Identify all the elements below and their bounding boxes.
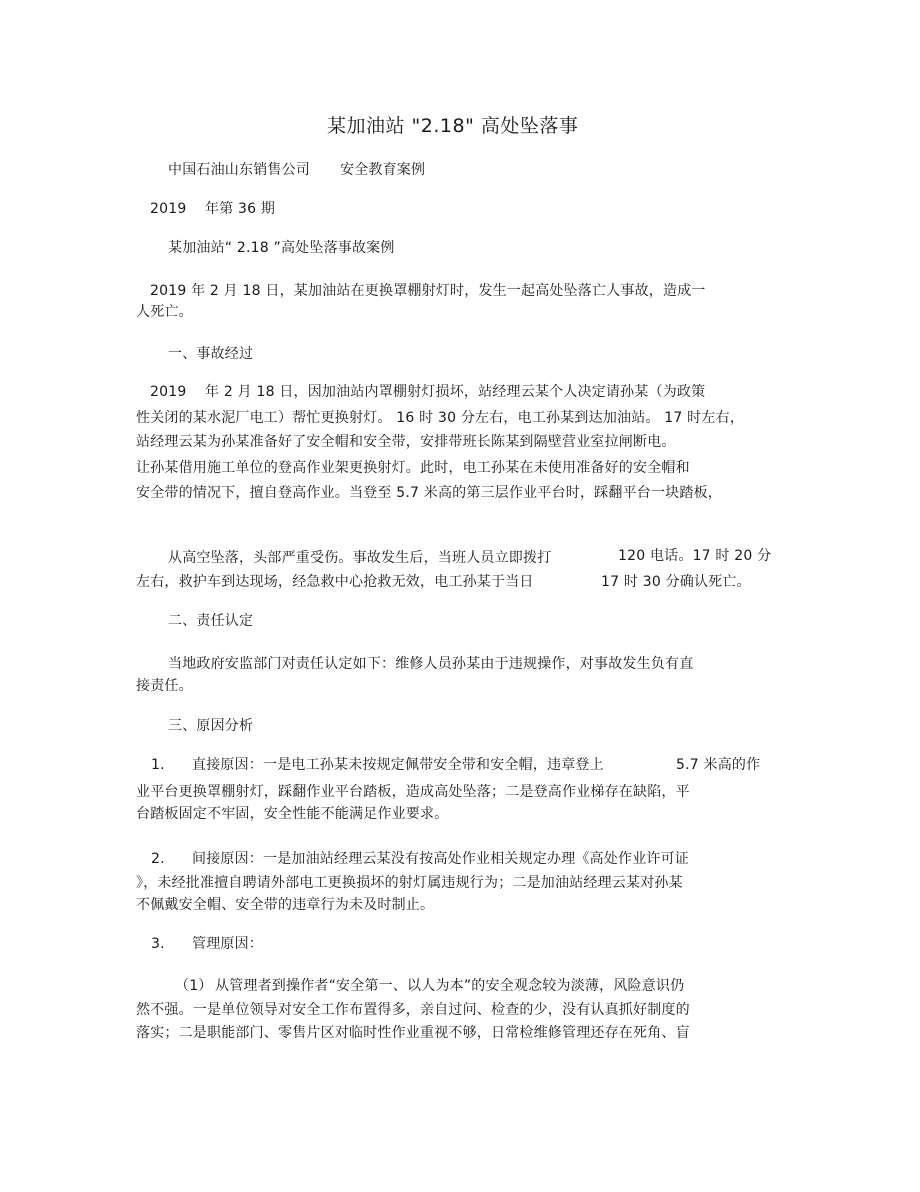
section-heading-responsibility: 二、责任认定 xyxy=(168,613,254,629)
issue-number: 年第 36 期 xyxy=(205,201,276,217)
cause-item-2-line-2: 》，未经批准擅自聘请外部电工更换损坏的射灯属违规行为；二是加油站经理云某对孙某 xyxy=(136,875,683,891)
company-name: 中国石油山东销售公司 xyxy=(168,162,310,178)
case-title: 某加油站“ 2.18 ”高处坠落事故案例 xyxy=(168,240,395,256)
document-title: 某加油站 "2.18" 高处坠落事 xyxy=(327,115,579,137)
section-heading-accident: 一、事故经过 xyxy=(168,346,254,362)
accident-line-5: 安全带的情况下，擅自登高作业。当登至 5.7 米高的第三层作业平台时，踩翻平台一块踏板， xyxy=(136,485,722,501)
cause-item-1-line-3: 台踏板固定不牢固，安全性能不能满足作业要求。 xyxy=(136,806,449,822)
responsibility-line-1: 当地政府安监部门对责任认定如下：维修人员孙某由于违规操作，对事故发生负有直 xyxy=(168,656,694,672)
issue-year: 2019 xyxy=(150,201,187,217)
cause-sub-1-line-1: 从管理者到操作者“安全第一、以人为本”的安全观念较为淡薄，风险意识仍 xyxy=(215,978,685,994)
accident-para2-b: 120 电话。17 时 20 分 xyxy=(618,548,772,564)
cause-sub-1-line-3: 落实；二是职能部门、零售片区对临时性作业重视不够，日常检维修管理还存在死角、盲 xyxy=(136,1025,690,1041)
cause-item-1-number: 1. xyxy=(151,757,165,773)
cause-item-2-line-1: 间接原因：一是加油站经理云某没有按高处作业相关规定办理《高处作业许可证 xyxy=(192,851,689,867)
document-category: 安全教育案例 xyxy=(340,162,426,178)
intro-line-1: 2019 年 2 月 18 日，某加油站在更换罩棚射灯时，发生一起高处坠落亡人事故，造成一 xyxy=(150,283,706,299)
accident-line-2: 性关闭的某水泥厂电工）帮忙更换射灯。 16 时 30 分左右，电工孙某到达加油站。 17 时左右， xyxy=(136,410,744,426)
accident-para2-a: 从高空坠落，头部严重受伤。事故发生后，当班人员立即拨打 xyxy=(168,550,552,566)
cause-item-1-line-1b: 5.7 米高的作 xyxy=(676,757,761,773)
cause-sub-1-number: （1） xyxy=(175,978,213,994)
accident-line-4: 让孙某借用施工单位的登高作业架更换射灯。此时，电工孙某在未使用准备好的安全帽和 xyxy=(136,460,690,476)
accident-year: 2019 xyxy=(150,384,187,400)
cause-item-3-number: 3. xyxy=(151,936,165,952)
cause-item-1-line-1a: 直接原因：一是电工孙某未按规定佩带安全带和安全帽，违章登上 xyxy=(192,757,604,773)
cause-item-2-line-3: 不佩戴安全帽、安全带的违章行为未及时制止。 xyxy=(136,897,435,913)
accident-para2-d: 17 时 30 分确认死亡。 xyxy=(601,574,751,590)
responsibility-line-2: 接责任。 xyxy=(136,678,193,694)
cause-item-3-line-1: 管理原因： xyxy=(192,936,263,952)
cause-item-2-number: 2. xyxy=(151,851,165,867)
intro-line-2: 人死亡。 xyxy=(136,304,193,320)
section-heading-cause: 三、原因分析 xyxy=(168,718,254,734)
accident-line-1: 年 2 月 18 日，因加油站内罩棚射灯损坏，站经理云某个人决定请孙某（为政策 xyxy=(205,384,706,400)
cause-sub-1-line-2: 然不强。一是单位领导对安全工作布置得多，亲自过问、检查的少，没有认真抓好制度的 xyxy=(136,1002,690,1018)
cause-item-1-line-2: 业平台更换罩棚射灯，踩翻作业平台踏板，造成高处坠落；二是登高作业梯存在缺陷，平 xyxy=(136,784,690,800)
accident-para2-c: 左右，救护车到达现场，经急救中心抢救无效，电工孙某于当日 xyxy=(136,574,534,590)
accident-line-3: 站经理云某为孙某准备好了安全帽和安全带，安排带班长陈某到隔壁营业室拉闸断电。 xyxy=(136,434,676,450)
